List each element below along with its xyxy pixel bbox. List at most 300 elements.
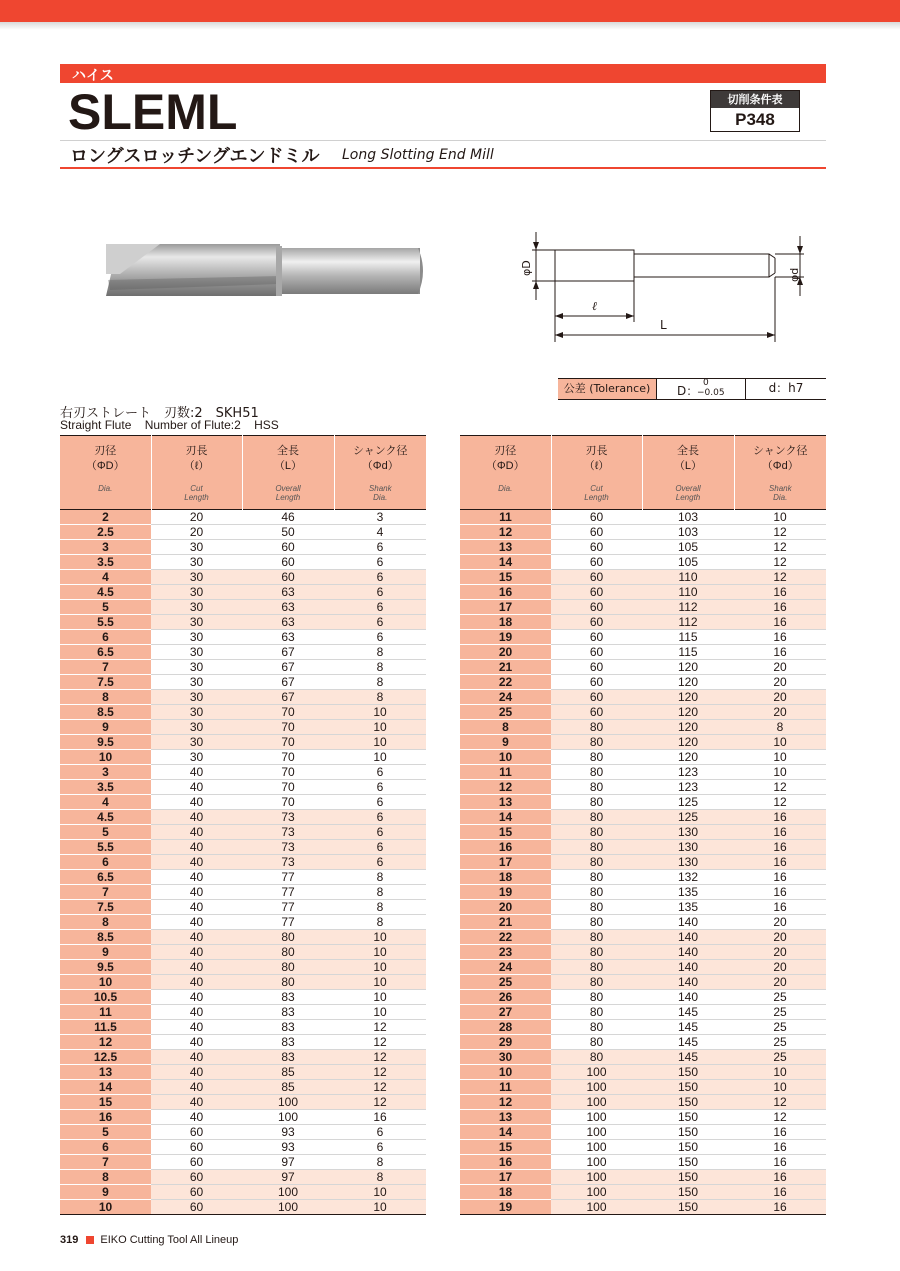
column-header-jp: 全長 [277,445,299,457]
cell-dia: 26 [460,990,551,1005]
cell-dia: 8 [60,915,151,930]
size-table-right [460,435,826,1215]
cell-overall-length: 140 [642,975,734,990]
table-row [460,1020,826,1035]
cell-dia: 18 [460,1185,551,1200]
cutting-conditions-link[interactable] [710,90,800,132]
table-row [60,975,426,990]
cell-shank-dia: 16 [734,585,826,600]
cell-cut-length: 40 [151,765,242,780]
table-row [460,1200,826,1215]
spec-japanese: 右刃ストレート 刃数:2 SKH51 [60,406,259,421]
cell-shank-dia: 10 [334,945,426,960]
table-row [60,780,426,795]
cell-cut-length: 60 [551,600,642,615]
cell-dia: 9 [60,1185,151,1200]
cell-overall-length: 63 [242,615,334,630]
table-row [60,675,426,690]
cell-cut-length: 40 [151,990,242,1005]
cell-dia: 11 [460,1080,551,1095]
tolerance-D-upper: 0 [703,378,709,388]
cell-overall-length: 80 [242,975,334,990]
cell-cut-length: 40 [151,1110,242,1125]
cell-overall-length: 140 [642,945,734,960]
cell-overall-length: 70 [242,780,334,795]
cell-shank-dia: 6 [334,795,426,810]
cell-overall-length: 145 [642,1035,734,1050]
cell-overall-length: 63 [242,585,334,600]
table-row [460,780,826,795]
table-row [460,960,826,975]
cell-dia: 4 [60,570,151,585]
column-header-en-line1: Dia. [98,484,113,493]
table-row [60,705,426,720]
cell-dia: 9.5 [60,960,151,975]
cell-dia: 22 [460,675,551,690]
cell-dia: 13 [60,1065,151,1080]
cell-overall-length: 120 [642,675,734,690]
cell-cut-length: 80 [551,855,642,870]
cell-dia: 28 [460,1020,551,1035]
cell-shank-dia: 8 [334,1170,426,1185]
cell-shank-dia: 12 [334,1035,426,1050]
column-header-en-line1: Overall [675,484,701,493]
cell-cut-length: 60 [151,1170,242,1185]
size-table-left [60,435,426,1215]
cell-dia: 14 [460,810,551,825]
tolerance-box [558,378,826,400]
cell-overall-length: 110 [642,570,734,585]
cell-shank-dia: 6 [334,540,426,555]
dim-l-label: ℓ [592,299,597,313]
table-row [60,645,426,660]
subtitle-english: Long Slotting End Mill [342,147,494,163]
table-row [60,1110,426,1125]
tolerance-D [656,379,746,399]
cell-shank-dia: 6 [334,765,426,780]
cell-dia: 8 [60,690,151,705]
dim-D-label: φD [520,260,533,276]
top-color-band [0,0,900,22]
table-row [460,1050,826,1065]
cell-overall-length: 70 [242,795,334,810]
cell-shank-dia: 12 [334,1065,426,1080]
cell-dia: 7 [60,885,151,900]
cell-overall-length: 132 [642,870,734,885]
cell-dia: 14 [60,1080,151,1095]
cell-dia: 9.5 [60,735,151,750]
cell-dia: 15 [60,1095,151,1110]
cell-dia: 15 [460,1140,551,1155]
cell-dia: 15 [460,825,551,840]
cell-shank-dia: 8 [334,660,426,675]
cell-cut-length: 60 [551,540,642,555]
cell-cut-length: 30 [151,690,242,705]
cell-cut-length: 40 [151,870,242,885]
cell-overall-length: 123 [642,780,734,795]
cell-shank-dia: 20 [734,675,826,690]
cell-dia: 17 [460,855,551,870]
column-header-en [335,484,427,502]
cell-dia: 21 [460,660,551,675]
spec-english: Straight Flute Number of Flute:2 HSS [60,418,279,432]
cell-overall-length: 70 [242,720,334,735]
cell-overall-length: 83 [242,990,334,1005]
cell-dia: 17 [460,1170,551,1185]
cell-shank-dia: 16 [734,885,826,900]
column-header [642,436,734,510]
cell-dia: 27 [460,1005,551,1020]
cell-shank-dia: 10 [734,765,826,780]
cell-cut-length: 80 [551,915,642,930]
cell-shank-dia: 16 [334,1110,426,1125]
cell-shank-dia: 6 [334,840,426,855]
table-row [60,720,426,735]
cell-dia: 19 [460,1200,551,1215]
column-header-en [152,484,242,502]
cell-overall-length: 150 [642,1080,734,1095]
cell-overall-length: 83 [242,1050,334,1065]
cell-dia: 2 [60,510,151,525]
cell-cut-length: 80 [551,735,642,750]
column-header-jp: 刃径 [494,445,517,457]
column-header-jp: 刃長 [585,445,608,457]
cell-cut-length: 40 [151,1080,242,1095]
cell-shank-dia: 6 [334,1125,426,1140]
table-row [460,1080,826,1095]
cell-cut-length: 30 [151,615,242,630]
table-row [60,1170,426,1185]
column-header-symbol: （ΦD） [485,460,525,472]
cell-cut-length: 40 [151,1005,242,1020]
cell-dia: 4 [60,795,151,810]
cell-overall-length: 145 [642,1020,734,1035]
table-row [60,1005,426,1020]
column-header [60,436,151,510]
table-row [60,990,426,1005]
cell-shank-dia: 20 [734,945,826,960]
cell-overall-length: 150 [642,1155,734,1170]
cell-shank-dia: 8 [334,915,426,930]
table-row [60,900,426,915]
cell-cut-length: 100 [551,1200,642,1215]
column-header-en [60,484,151,493]
table-row [460,795,826,810]
cell-cut-length: 80 [551,870,642,885]
table-row [460,855,826,870]
cell-dia: 4.5 [60,810,151,825]
column-header-jp: 刃径 [94,445,117,457]
table-row [60,1155,426,1170]
table-row [460,1185,826,1200]
table-row [460,540,826,555]
cell-shank-dia: 4 [334,525,426,540]
column-header-en [243,484,334,502]
table-row [60,945,426,960]
cell-overall-length: 60 [242,555,334,570]
cell-cut-length: 40 [151,1050,242,1065]
cell-overall-length: 140 [642,960,734,975]
table-row [60,915,426,930]
cell-cut-length: 20 [151,525,242,540]
footer-text: EIKO Cutting Tool All Lineup [100,1234,239,1246]
cell-cut-length: 100 [551,1080,642,1095]
column-header [242,436,334,510]
cell-dia: 5 [60,825,151,840]
cell-dia: 3.5 [60,780,151,795]
cell-cut-length: 40 [151,855,242,870]
cell-cut-length: 100 [551,1155,642,1170]
cell-dia: 17 [460,600,551,615]
cell-cut-length: 60 [551,570,642,585]
cell-shank-dia: 10 [334,990,426,1005]
column-header-jp: 刃長 [185,445,208,457]
table-row [460,975,826,990]
cell-cut-length: 40 [151,1035,242,1050]
cell-shank-dia: 8 [734,720,826,735]
cell-cut-length: 80 [551,1035,642,1050]
cell-shank-dia: 10 [734,750,826,765]
cell-dia: 24 [460,960,551,975]
cell-dia: 19 [460,885,551,900]
cell-overall-length: 70 [242,765,334,780]
cell-overall-length: 130 [642,855,734,870]
cell-shank-dia: 10 [734,1080,826,1095]
cell-cut-length: 100 [551,1185,642,1200]
column-header-symbol: （ℓ） [183,460,210,472]
table-row [60,1095,426,1110]
cell-cut-length: 80 [551,990,642,1005]
cell-shank-dia: 16 [734,1200,826,1215]
cell-overall-length: 150 [642,1095,734,1110]
cell-shank-dia: 12 [734,570,826,585]
table-row [60,870,426,885]
cell-overall-length: 100 [242,1200,334,1215]
cell-overall-length: 105 [642,555,734,570]
table-row [60,525,426,540]
cell-shank-dia: 12 [734,780,826,795]
cell-cut-length: 30 [151,630,242,645]
cell-overall-length: 112 [642,615,734,630]
cell-shank-dia: 20 [734,915,826,930]
cell-cut-length: 20 [189,510,204,524]
cell-dia: 16 [460,1155,551,1170]
cell-shank-dia: 16 [734,615,826,630]
cell-overall-length: 135 [642,885,734,900]
cell-shank-dia: 25 [734,1050,826,1065]
cell-overall-length: 85 [242,1065,334,1080]
cell-cut-length: 30 [151,735,242,750]
table-row [460,750,826,765]
table-row [60,1035,426,1050]
cell-shank-dia: 16 [734,645,826,660]
table-row [60,615,426,630]
column-header-jp: シャンク径 [352,445,408,457]
cell-overall-length: 70 [242,705,334,720]
cell-shank-dia: 10 [773,510,787,524]
cell-overall-length: 63 [242,600,334,615]
cell-dia: 11 [460,510,551,525]
cell-dia: 7 [60,1155,151,1170]
product-title: SLEML [68,84,238,140]
cell-shank-dia: 6 [334,600,426,615]
column-header [734,436,826,510]
cell-overall-length: 67 [242,690,334,705]
cell-overall-length: 150 [642,1065,734,1080]
cell-dia: 16 [60,1110,151,1125]
cell-dia: 5 [60,1125,151,1140]
cell-cut-length: 40 [151,1095,242,1110]
cell-cut-length: 80 [551,945,642,960]
column-header-en-line2: Dia. [373,493,388,502]
cell-cut-length: 30 [151,570,242,585]
cutting-conditions-page: P348 [735,110,775,129]
cell-shank-dia: 6 [334,570,426,585]
table-row [60,660,426,675]
table-row [60,765,426,780]
cell-dia: 9 [60,720,151,735]
cell-cut-length: 40 [151,795,242,810]
cell-cut-length: 80 [551,825,642,840]
cell-shank-dia: 10 [334,1185,426,1200]
cell-dia: 6.5 [60,645,151,660]
table-row [60,840,426,855]
table-row [460,840,826,855]
cell-shank-dia: 16 [734,1140,826,1155]
cell-shank-dia: 25 [734,1020,826,1035]
cell-overall-length: 115 [642,630,734,645]
cell-cut-length: 60 [551,675,642,690]
cell-dia: 3 [60,765,151,780]
column-header-symbol: （Φd） [361,460,399,472]
table-row [60,555,426,570]
cell-dia: 10 [60,1200,151,1215]
cell-cut-length: 40 [151,900,242,915]
cell-shank-dia: 6 [334,855,426,870]
cell-overall-length: 135 [642,900,734,915]
cell-overall-length: 120 [642,735,734,750]
cell-overall-length: 97 [242,1155,334,1170]
cell-shank-dia: 16 [734,1155,826,1170]
cell-overall-length: 93 [242,1125,334,1140]
cell-cut-length: 40 [151,930,242,945]
column-header-en-line2: Dia. [773,493,788,502]
cell-shank-dia: 10 [334,930,426,945]
table-row [460,675,826,690]
cell-overall-length: 125 [642,810,734,825]
cell-dia: 15 [460,570,551,585]
table-row [60,1080,426,1095]
cell-cut-length: 40 [151,1065,242,1080]
table-row [460,735,826,750]
table-row [60,630,426,645]
table-row [60,825,426,840]
column-header-en-line1: Shank [768,484,792,493]
cell-cut-length: 40 [151,945,242,960]
cell-shank-dia: 10 [334,735,426,750]
cell-overall-length: 93 [242,1140,334,1155]
cell-cut-length: 30 [151,705,242,720]
category-label: ハイス [72,68,114,84]
cell-dia: 18 [460,870,551,885]
cell-shank-dia: 16 [734,630,826,645]
cell-shank-dia: 25 [734,990,826,1005]
column-header [551,436,642,510]
cell-cut-length: 40 [151,885,242,900]
table-row [60,960,426,975]
cell-cut-length: 80 [551,780,642,795]
column-header-en [643,484,734,502]
dim-L-label: L [660,318,667,332]
table-row [460,570,826,585]
cell-overall-length: 80 [242,930,334,945]
cell-cut-length: 30 [151,675,242,690]
cell-cut-length: 40 [151,780,242,795]
column-header-en-line2: Length [184,493,209,502]
cell-overall-length: 140 [642,990,734,1005]
cell-cut-length: 60 [589,510,604,524]
cell-overall-length: 115 [642,645,734,660]
cell-shank-dia: 10 [734,735,826,750]
cell-overall-length: 125 [642,795,734,810]
column-header-en-line2: Length [675,493,701,502]
cell-shank-dia: 8 [334,675,426,690]
cell-cut-length: 100 [551,1065,642,1080]
table-row [60,510,426,525]
cell-cut-length: 60 [551,705,642,720]
cell-overall-length: 67 [242,675,334,690]
table-row [460,510,826,525]
cell-overall-length: 150 [642,1200,734,1215]
cell-cut-length: 40 [151,840,242,855]
column-header-symbol: （ΦD） [85,460,125,472]
cell-cut-length: 80 [551,720,642,735]
cell-shank-dia: 20 [734,930,826,945]
cell-dia: 7 [60,660,151,675]
cell-dia: 2.5 [60,525,151,540]
table-row [460,825,826,840]
cell-cut-length: 80 [551,960,642,975]
cell-shank-dia: 10 [334,705,426,720]
cell-shank-dia: 25 [734,1035,826,1050]
cell-dia: 13 [460,540,551,555]
cell-shank-dia: 10 [334,1200,426,1215]
cell-cut-length: 80 [551,1020,642,1035]
cell-cut-length: 60 [151,1155,242,1170]
column-header-en-line1: Shank [368,484,392,493]
cell-shank-dia: 8 [334,900,426,915]
cell-overall-length: 77 [242,885,334,900]
cell-dia: 21 [460,915,551,930]
table-row [460,870,826,885]
cell-shank-dia: 16 [734,1185,826,1200]
table-row [460,555,826,570]
cell-dia: 22 [460,930,551,945]
cell-dia: 16 [460,585,551,600]
table-row [60,600,426,615]
cell-cut-length: 60 [551,555,642,570]
cell-overall-length: 67 [242,645,334,660]
cell-dia: 9 [460,735,551,750]
cell-cut-length: 30 [151,600,242,615]
dim-d-label: φd [788,267,801,282]
tolerance-D-label: D： [677,384,699,398]
cell-cut-length: 80 [551,840,642,855]
cell-overall-length: 110 [642,585,734,600]
cell-shank-dia: 10 [334,1005,426,1020]
cell-cut-length: 40 [151,915,242,930]
column-header-en-line2: Length [275,493,301,502]
